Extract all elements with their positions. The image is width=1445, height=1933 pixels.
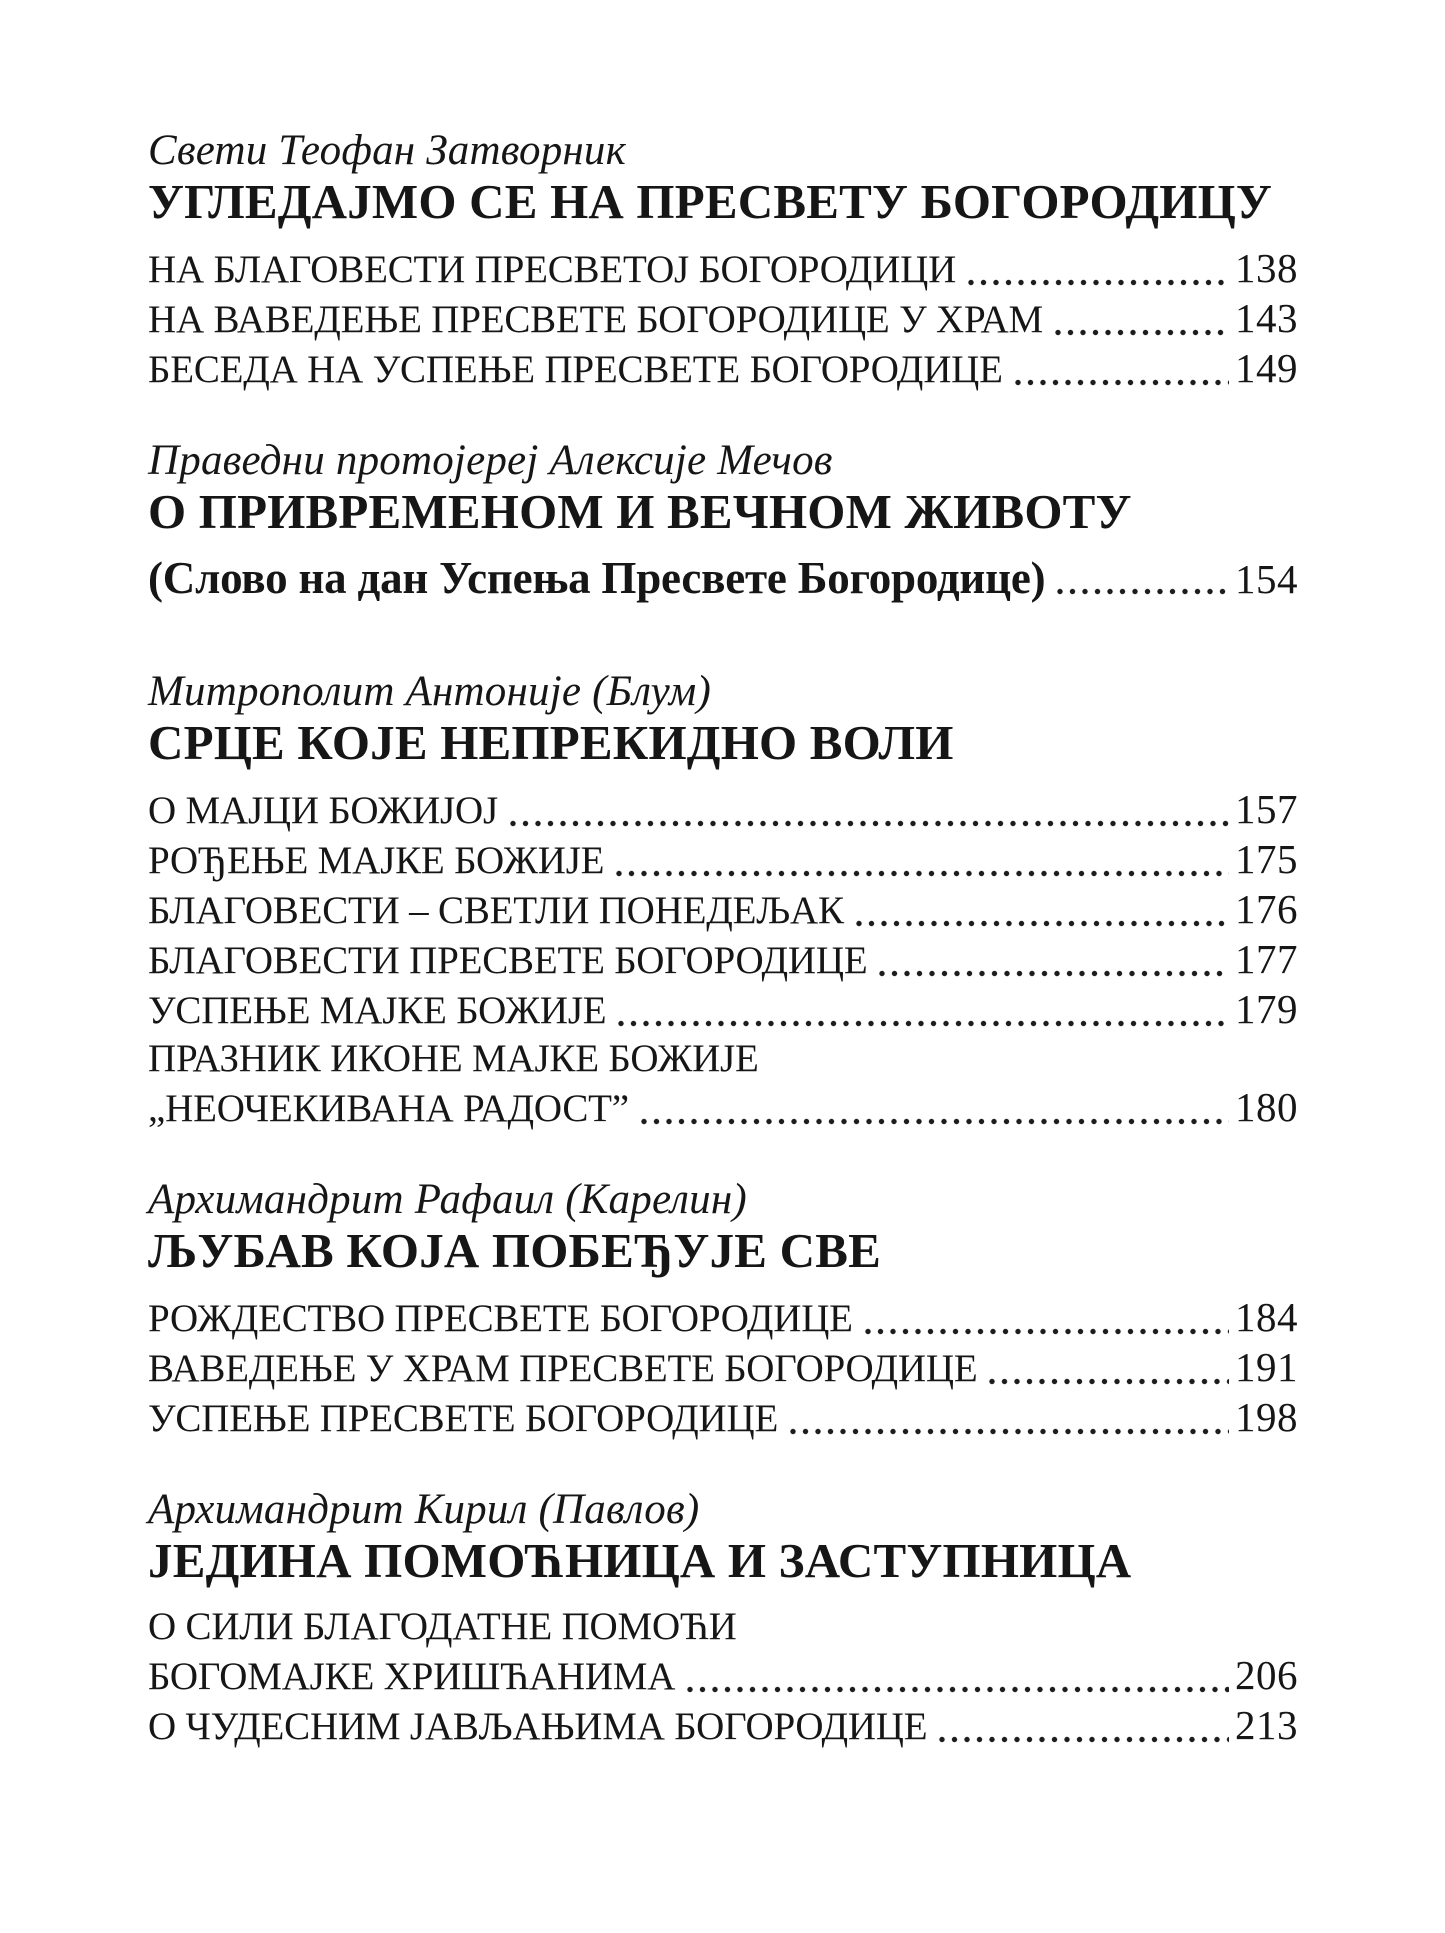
entry-page-number: 175 bbox=[1235, 836, 1298, 882]
section-title: ЈЕДИНА ПОМОЋНИЦА И ЗАСТУПНИЦА bbox=[148, 1533, 1132, 1588]
entry-label: РОЂЕЊЕ МАЈКЕ БОЖИЈЕ bbox=[148, 839, 605, 882]
toc-entry bbox=[148, 1343, 1298, 1393]
dot-leader bbox=[510, 820, 1229, 827]
toc-entry bbox=[148, 294, 1298, 344]
entry-page-number: 184 bbox=[1235, 1294, 1298, 1340]
dot-leader bbox=[1015, 379, 1229, 386]
entry-page-number: 157 bbox=[1235, 786, 1298, 832]
section-title: О ПРИВРЕМЕНОМ И ВЕЧНОМ ЖИВОТУ bbox=[148, 484, 1132, 539]
dot-leader bbox=[618, 1020, 1229, 1027]
dot-leader bbox=[1055, 329, 1229, 336]
entry-page-number: 138 bbox=[1235, 245, 1298, 291]
dot-leader bbox=[865, 1328, 1229, 1335]
toc-entry bbox=[148, 935, 1298, 985]
entry-label: РОЖДЕСТВО ПРЕСВЕТЕ БОГОРОДИЦЕ bbox=[148, 1297, 853, 1340]
section-entries bbox=[148, 244, 1298, 394]
section-entries bbox=[148, 554, 1298, 603]
toc-entry bbox=[148, 554, 1298, 603]
entry-page-number: 143 bbox=[1235, 295, 1298, 341]
section-title: СРЦЕ КОЈЕ НЕПРЕКИДНО ВОЛИ bbox=[148, 715, 954, 770]
dot-leader bbox=[968, 279, 1229, 286]
toc-entry-first-line bbox=[148, 1035, 1298, 1083]
section-author: Архимандрит Рафаил (Карелин) bbox=[148, 1176, 747, 1223]
toc-entry bbox=[148, 1701, 1298, 1751]
dot-leader bbox=[641, 1118, 1229, 1125]
toc-section bbox=[148, 436, 1298, 603]
entry-label: БОГОМАЈКЕ ХРИШЋАНИМА bbox=[148, 1655, 676, 1698]
entry-page-number: 176 bbox=[1235, 886, 1298, 932]
dot-leader bbox=[1057, 588, 1229, 595]
section-title: ЉУБАВ КОЈА ПОБЕЂУЈЕ СВЕ bbox=[148, 1223, 881, 1278]
entry-page-number: 198 bbox=[1235, 1394, 1298, 1440]
entry-page-number: 154 bbox=[1235, 556, 1298, 602]
entry-label: О МАЈЦИ БОЖИЈОЈ bbox=[148, 789, 498, 832]
entry-label: О СИЛИ БЛАГОДАТНЕ ПОМОЋИ bbox=[148, 1605, 737, 1648]
dot-leader bbox=[879, 970, 1229, 977]
entry-label: УСПЕЊЕ ПРЕСВЕТЕ БОГОРОДИЦЕ bbox=[148, 1397, 779, 1440]
toc-entry bbox=[148, 244, 1298, 294]
toc-entry bbox=[148, 1293, 1298, 1343]
entry-label: БЕСЕДА НА УСПЕЊЕ ПРЕСВЕТЕ БОГОРОДИЦЕ bbox=[148, 348, 1003, 391]
entry-page-number: 177 bbox=[1235, 936, 1298, 982]
toc-entry-first-line bbox=[148, 1603, 1298, 1651]
dot-leader bbox=[989, 1378, 1229, 1385]
entry-page-number: 213 bbox=[1235, 1702, 1298, 1748]
entry-label: НА БЛАГОВЕСТИ ПРЕСВЕТОЈ БОГОРОДИЦИ bbox=[148, 248, 957, 291]
section-entries bbox=[148, 785, 1298, 1133]
dot-leader bbox=[939, 1736, 1229, 1743]
toc-section bbox=[148, 126, 1298, 394]
entry-label: О ЧУДЕСНИМ ЈАВЉАЊИМА БОГОРОДИЦЕ bbox=[148, 1705, 928, 1748]
toc-entry bbox=[148, 885, 1298, 935]
entry-label: „НЕОЧЕКИВАНА РАДОСТ” bbox=[148, 1087, 629, 1130]
entry-page-number: 149 bbox=[1235, 345, 1298, 391]
section-entries bbox=[148, 1603, 1298, 1751]
toc-section bbox=[148, 1175, 1298, 1443]
entry-label: БЛАГОВЕСТИ – СВЕТЛИ ПОНЕДЕЉАК bbox=[148, 889, 844, 932]
dot-leader bbox=[687, 1686, 1229, 1693]
section-title: УГЛЕДАЈМО СЕ НА ПРЕСВЕТУ БОГОРОДИЦУ bbox=[148, 174, 1273, 229]
toc-entry bbox=[148, 1651, 1298, 1701]
entry-label: ВАВЕДЕЊЕ У ХРАМ ПРЕСВЕТЕ БОГОРОДИЦЕ bbox=[148, 1347, 978, 1390]
entry-label: БЛАГОВЕСТИ ПРЕСВЕТЕ БОГОРОДИЦЕ bbox=[148, 939, 868, 982]
toc-entry bbox=[148, 835, 1298, 885]
section-author: Митрополит Антоније (Блум) bbox=[148, 668, 711, 715]
entry-label: ПРАЗНИК ИКОНЕ МАЈКЕ БОЖИЈЕ bbox=[148, 1037, 759, 1080]
entry-page-number: 179 bbox=[1235, 986, 1298, 1032]
entry-page-number: 180 bbox=[1235, 1084, 1298, 1130]
entry-page-number: 191 bbox=[1235, 1344, 1298, 1390]
toc-section bbox=[148, 667, 1298, 1133]
entry-label: (Слово на дан Успења Пресвете Богородице) bbox=[148, 553, 1046, 603]
dot-leader bbox=[856, 920, 1229, 927]
section-entries bbox=[148, 1293, 1298, 1443]
entry-page-number: 206 bbox=[1235, 1652, 1298, 1698]
toc-entry bbox=[148, 1393, 1298, 1443]
dot-leader bbox=[616, 870, 1229, 877]
dot-leader bbox=[790, 1428, 1229, 1435]
toc-entry bbox=[148, 985, 1298, 1035]
toc-entry bbox=[148, 785, 1298, 835]
section-author: Архимандрит Кирил (Павлов) bbox=[148, 1486, 700, 1533]
section-author: Праведни протојереј Алексије Мечов bbox=[148, 437, 833, 484]
toc-entry bbox=[148, 1083, 1298, 1133]
entry-label: НА ВАВЕДЕЊЕ ПРЕСВЕТЕ БОГОРОДИЦЕ У ХРАМ bbox=[148, 298, 1043, 341]
toc-section bbox=[148, 1485, 1298, 1751]
section-author: Свети Теофан Затворник bbox=[148, 127, 626, 174]
table-of-contents bbox=[148, 126, 1298, 1751]
toc-entry bbox=[148, 344, 1298, 394]
entry-label: УСПЕЊЕ МАЈКЕ БОЖИЈЕ bbox=[148, 989, 607, 1032]
